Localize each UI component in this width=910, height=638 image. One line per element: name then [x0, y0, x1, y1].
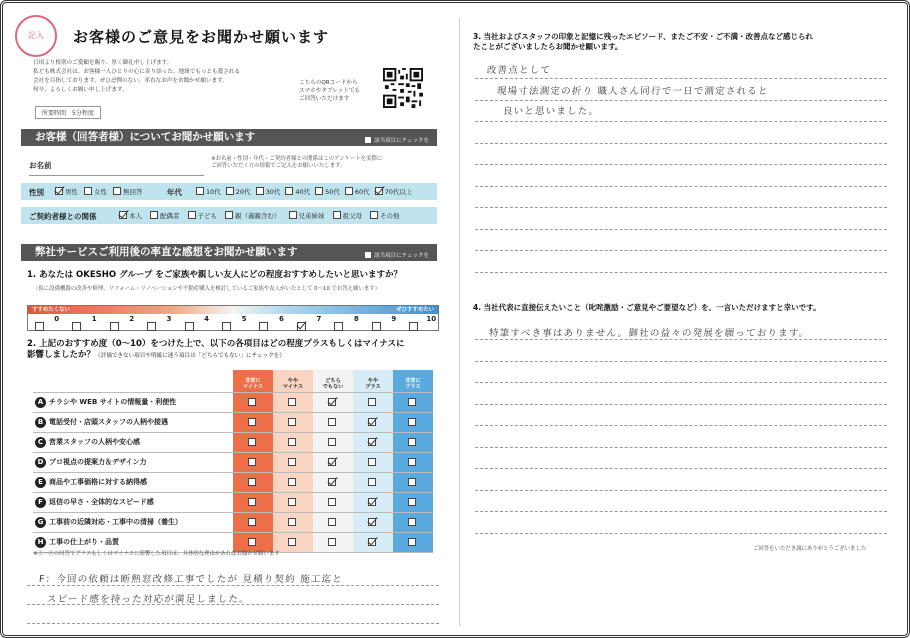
- scale-high-label: ぜひすすめたい: [396, 307, 434, 313]
- age-checkbox[interactable]: [196, 187, 204, 195]
- rating-row: [33, 452, 433, 472]
- rating-cell: [233, 452, 273, 472]
- rating-checkbox[interactable]: [248, 398, 256, 406]
- rating-cell: [353, 512, 393, 532]
- nps-number: 10: [426, 315, 437, 323]
- rating-item: [33, 452, 233, 472]
- rating-checkbox[interactable]: [328, 518, 336, 526]
- nps-number: 2: [129, 315, 135, 323]
- stamp-seal: 記入: [15, 15, 57, 57]
- rating-checkbox[interactable]: [288, 398, 296, 406]
- rating-cell: [353, 392, 393, 412]
- rating-checkbox[interactable]: [248, 458, 256, 466]
- check-hint-2: 該当項目にチェックを: [365, 248, 429, 265]
- rating-checkbox[interactable]: [328, 438, 336, 446]
- age-option-label: 70代以上: [384, 188, 413, 196]
- relation-checkbox[interactable]: [370, 211, 378, 219]
- rating-cell: [313, 492, 353, 512]
- q1-title: 1. あなたは OKESHO グループ をご家族や親しい友人にどの程度おすすめしたいと思いますか？: [27, 270, 402, 280]
- age-checkbox[interactable]: [345, 187, 353, 195]
- rating-cell: [233, 432, 273, 452]
- rating-item-label: 工事の仕上がり・品質: [49, 537, 119, 546]
- rating-checkbox[interactable]: [408, 438, 416, 446]
- rating-row: [33, 392, 433, 412]
- rating-cell: [313, 392, 353, 412]
- reason-answer-1: F：今回の依頼は断熱窓改修工事でしたが 見積り契約 施工迄と: [38, 574, 344, 585]
- rating-cell: [393, 452, 433, 472]
- reason-line-3[interactable]: [27, 623, 439, 624]
- rating-checkbox[interactable]: [328, 398, 336, 406]
- rating-row: [33, 532, 433, 552]
- nps-checkbox[interactable]: [409, 322, 418, 331]
- rating-cell: [353, 492, 393, 512]
- relation-checkbox[interactable]: [150, 211, 158, 219]
- rating-cell: [233, 412, 273, 432]
- relation-checkbox[interactable]: [188, 211, 196, 219]
- rating-checkbox[interactable]: [408, 418, 416, 426]
- relation-option-label: 兄弟姉妹: [298, 212, 325, 220]
- rating-cell: [353, 452, 393, 472]
- relation-option-4[interactable]: [289, 212, 325, 220]
- section1-title: お客様（回答者様）についてお聞かせ願います: [35, 131, 256, 143]
- q4-answer-line[interactable]: [475, 490, 887, 491]
- rating-cell: [233, 532, 273, 552]
- rating-checkbox[interactable]: [248, 438, 256, 446]
- header-very-minus: 非常に マイナス: [233, 370, 273, 392]
- rating-row: [33, 432, 433, 452]
- relation-option-label: 子ども: [197, 212, 217, 220]
- age-checkbox[interactable]: [315, 187, 323, 195]
- relation-option-label: 本人: [129, 212, 142, 220]
- check-hint: 該当項目にチェックを: [365, 133, 429, 150]
- header-neutral: どちら でもない: [313, 370, 353, 392]
- rating-checkbox[interactable]: [408, 538, 416, 546]
- q3-answer-2: 現場寸法測定の折り 職人さん同行で一日で測定されると: [496, 86, 770, 97]
- rating-row: [33, 512, 433, 532]
- item-letter-icon: E: [35, 477, 46, 488]
- q3-answer-line[interactable]: [475, 143, 887, 144]
- relation-checkbox[interactable]: [119, 211, 127, 219]
- rating-item: [33, 492, 233, 512]
- rating-item: [33, 512, 233, 532]
- section2-header: [21, 244, 437, 261]
- rating-checkbox[interactable]: [328, 418, 336, 426]
- item-letter-icon: C: [35, 437, 46, 448]
- age-checkbox[interactable]: [256, 187, 264, 195]
- age-option-label: 60代: [354, 188, 370, 196]
- rating-cell: [273, 432, 313, 452]
- q3-answer-line[interactable]: [475, 186, 887, 187]
- rating-cell: [393, 412, 433, 432]
- age-checkbox[interactable]: [226, 187, 234, 195]
- relation-option-5[interactable]: [333, 212, 363, 220]
- nps-checkbox[interactable]: [372, 322, 381, 331]
- q3-answer-line[interactable]: [475, 100, 887, 101]
- qr-note: こちらのQRコードから スマホやタブレットでも ご回答いただけます: [299, 80, 361, 102]
- header-minus: やや マイナス: [273, 370, 313, 392]
- rating-checkbox[interactable]: [288, 498, 296, 506]
- nps-checkbox[interactable]: [35, 322, 44, 331]
- q3-answer-line[interactable]: [475, 229, 887, 230]
- gender-option-label: 女性: [94, 188, 107, 196]
- age-option-5[interactable]: [345, 188, 370, 196]
- rating-cell: [393, 392, 433, 412]
- nps-checkbox[interactable]: [147, 322, 156, 331]
- rating-checkbox[interactable]: [368, 438, 376, 446]
- age-option-label: 20代: [235, 188, 251, 196]
- rating-item-label: チラシや WEB サイトの情報量・利便性: [49, 397, 177, 406]
- rating-cell: [273, 452, 313, 472]
- q4-answer-1: 特筆すべき事はありません。御社の益々の発展を願っております。: [488, 328, 810, 339]
- rating-row: [33, 412, 433, 432]
- rating-checkbox[interactable]: [328, 498, 336, 506]
- name-label: お名前: [29, 161, 52, 170]
- rating-checkbox[interactable]: [328, 458, 336, 466]
- q3-answer-line[interactable]: [475, 164, 887, 165]
- rating-cell: [313, 532, 353, 552]
- age-label: 年代: [167, 188, 182, 197]
- rating-item: [33, 392, 233, 412]
- nps-gradient: [28, 306, 438, 314]
- q4-answer-line[interactable]: [475, 404, 887, 405]
- rating-checkbox[interactable]: [408, 398, 416, 406]
- relation-label: ご契約者様との関係: [29, 212, 97, 221]
- rating-item: [33, 432, 233, 452]
- rating-checkbox[interactable]: [368, 538, 376, 546]
- q1-note: （仮に設備機器の改善や修理、リフォーム・リノベーションや不動産購入を検討しているご家族や友人がいたとして 0〜10 でお答え願います）: [33, 286, 381, 292]
- nps-checkbox[interactable]: [222, 322, 231, 331]
- age-option-label: 30代: [265, 188, 281, 196]
- gender-option-2[interactable]: [113, 188, 143, 196]
- rating-cell: [393, 532, 433, 552]
- rating-checkbox[interactable]: [408, 458, 416, 466]
- age-option-0[interactable]: [196, 188, 221, 196]
- rating-cell: [273, 492, 313, 512]
- relation-checkbox[interactable]: [225, 211, 233, 219]
- rating-checkbox[interactable]: [248, 518, 256, 526]
- gender-checkbox[interactable]: [84, 187, 92, 195]
- age-option-label: 10代: [206, 188, 221, 196]
- rating-cell: [393, 472, 433, 492]
- nps-scale: [27, 305, 439, 331]
- intro-text: 日頃より格別のご愛顧を賜り、厚く御礼申し上げます。 私ども株式会社は、お客様一人ひとりの心に寄り添った、地域でもっとも愛される 会社を目指しております。ぜひ忌憚のない、率直なお声をお聞かせ願います。 何卒、よろしくお願い申し上げます。: [33, 60, 240, 93]
- rating-cell: [233, 512, 273, 532]
- age-option-label: 40代: [295, 188, 311, 196]
- item-letter-icon: A: [35, 397, 46, 408]
- header-plus: やや プラス: [353, 370, 393, 392]
- nps-number: 3: [166, 315, 172, 323]
- q4-answer-line[interactable]: [475, 447, 887, 448]
- rating-cell: [353, 472, 393, 492]
- item-letter-icon: F: [35, 497, 46, 508]
- section2-title: 弊社サービスご利用後の率直な感想をお聞かせ願います: [35, 246, 298, 258]
- q3-answer-line[interactable]: [475, 207, 887, 208]
- gender-checkbox[interactable]: [113, 187, 121, 195]
- age-option-1[interactable]: [226, 188, 251, 196]
- rating-item-label: 電話受付・店頭スタッフの人柄や接遇: [49, 417, 168, 426]
- rating-checkbox[interactable]: [288, 438, 296, 446]
- rating-checkbox[interactable]: [368, 518, 376, 526]
- rating-checkbox[interactable]: [248, 418, 256, 426]
- nps-checkbox[interactable]: [259, 322, 268, 331]
- nps-number: 8: [353, 315, 359, 323]
- rating-cell: [273, 412, 313, 432]
- rating-cell: [313, 432, 353, 452]
- age-option-3[interactable]: [285, 188, 310, 196]
- q4-answer-line[interactable]: [475, 425, 887, 426]
- rating-cell: [273, 392, 313, 412]
- rating-checkbox[interactable]: [328, 478, 336, 486]
- rating-row: [33, 492, 433, 512]
- q3-answer-1: 改善点として: [486, 65, 552, 76]
- relation-option-label: その他: [380, 212, 400, 220]
- time-required: 所要時間 5分程度: [35, 106, 101, 119]
- q3-answer-line[interactable]: [475, 250, 887, 251]
- item-letter-icon: G: [35, 517, 46, 528]
- nps-number: 5: [241, 315, 247, 323]
- qr-code-icon[interactable]: [383, 67, 423, 109]
- relation-checkbox[interactable]: [333, 211, 341, 219]
- relation-option-1[interactable]: [150, 212, 180, 220]
- rating-checkbox[interactable]: [288, 478, 296, 486]
- rating-item-label: 返信の早さ・全体的なスピード感: [49, 497, 154, 506]
- relation-option-label: 親（義親含む）: [235, 212, 281, 220]
- gender-option-0[interactable]: [55, 188, 78, 196]
- rating-checkbox[interactable]: [368, 478, 376, 486]
- relation-option-2[interactable]: [188, 212, 218, 220]
- q3-answer-3: 良いと思いました。: [502, 106, 600, 117]
- q3-answer-line[interactable]: [475, 121, 887, 122]
- rating-row: [33, 472, 433, 492]
- relation-option-label: 祖父母: [342, 212, 362, 220]
- q3-answer-line[interactable]: [475, 78, 887, 79]
- q4-answer-line[interactable]: [475, 533, 887, 534]
- thanks-note: ご回答をいただき誠にありがとうございました: [753, 546, 867, 552]
- gender-option-label: 男性: [65, 188, 78, 196]
- rating-cell: [313, 412, 353, 432]
- gender-option-label: 無回答: [123, 188, 143, 196]
- checkbox-icon: [365, 137, 371, 143]
- rating-cell: [313, 472, 353, 492]
- name-line[interactable]: [29, 175, 204, 176]
- rating-cell: [273, 532, 313, 552]
- age-option-2[interactable]: [256, 188, 281, 196]
- relation-option-3[interactable]: [225, 212, 281, 220]
- relation-option-6[interactable]: [370, 212, 400, 220]
- nps-number: 7: [316, 315, 322, 323]
- page-title: お客様のご意見をお聞かせ願います: [73, 28, 330, 46]
- rating-cell: [353, 532, 393, 552]
- rating-item-label: 商品や工事価格に対する納得感: [49, 477, 147, 486]
- q4-answer-line[interactable]: [475, 511, 887, 512]
- rating-item-label: プロ視点の提案力＆デザイン力: [49, 457, 147, 466]
- reason-line-1[interactable]: [27, 585, 439, 586]
- age-checkbox[interactable]: [375, 187, 383, 195]
- rating-cell: [273, 512, 313, 532]
- gender-options: [55, 187, 149, 196]
- rating-cell: [233, 392, 273, 412]
- rating-checkbox[interactable]: [288, 458, 296, 466]
- nps-checkbox[interactable]: [297, 322, 306, 331]
- rating-cell: [273, 472, 313, 492]
- q2-title: 2. 上記のおすすめ度（0〜10）をつけた上で、以下の各項目はどの程度プラスもしくはマイナスに 影響しましたか？（評価できない項目や明確に迷う項目は「どちらでもない」にチェックを）: [27, 339, 405, 360]
- rating-cell: [353, 432, 393, 452]
- nps-number: 9: [391, 315, 397, 323]
- gender-option-1[interactable]: [84, 188, 107, 196]
- rating-cell: [313, 512, 353, 532]
- nps-checkbox[interactable]: [110, 322, 119, 331]
- nps-checkbox[interactable]: [185, 322, 194, 331]
- rating-checkbox[interactable]: [288, 518, 296, 526]
- rating-checkbox[interactable]: [328, 538, 336, 546]
- q4-title: 4. 当社代表に直接伝えたいこと（叱咤激励・ご意見やご要望など）を、一言いただけますと幸いです。: [473, 303, 821, 312]
- rating-cell: [393, 432, 433, 452]
- q4-answer-line[interactable]: [475, 339, 887, 340]
- rating-cell: [233, 472, 273, 492]
- age-checkbox[interactable]: [285, 187, 293, 195]
- q4-answer-line[interactable]: [475, 468, 887, 469]
- rating-item: [33, 532, 233, 552]
- q4-answer-line[interactable]: [475, 382, 887, 383]
- rating-checkbox[interactable]: [408, 518, 416, 526]
- rating-checkbox[interactable]: [288, 418, 296, 426]
- age-options: [196, 187, 417, 196]
- rating-checkbox[interactable]: [248, 498, 256, 506]
- rating-checkbox[interactable]: [368, 418, 376, 426]
- rating-checkbox[interactable]: [408, 478, 416, 486]
- scale-low-label: すすめたくない: [32, 307, 70, 313]
- q2-footnote: ※Ⓐ〜Ⓗの回答でプラスもしくはマイナスに影響した項目は、具体的な理由があればお聞かせ願います: [33, 551, 280, 557]
- gender-checkbox[interactable]: [55, 187, 63, 195]
- rating-checkbox[interactable]: [248, 478, 256, 486]
- rating-checkbox[interactable]: [248, 538, 256, 546]
- rating-checkbox[interactable]: [368, 458, 376, 466]
- relation-options: [119, 211, 408, 220]
- section1-header: [21, 129, 437, 146]
- nps-number: 1: [91, 315, 97, 323]
- relation-option-label: 配偶者: [160, 212, 180, 220]
- nps-number: 4: [204, 315, 209, 323]
- item-letter-icon: B: [35, 417, 46, 428]
- rating-item: [33, 472, 233, 492]
- rating-item-label: 工事前の近隣対応・工事中の清掃（養生）: [49, 517, 182, 526]
- rating-checkbox[interactable]: [368, 498, 376, 506]
- nps-number: 6: [279, 315, 284, 323]
- nps-checkbox[interactable]: [72, 322, 81, 331]
- checkbox-icon: [365, 252, 371, 258]
- rating-checkbox[interactable]: [288, 538, 296, 546]
- rating-cell: [313, 452, 353, 472]
- rating-cell: [353, 412, 393, 432]
- column-divider: [459, 18, 460, 626]
- nps-checkbox[interactable]: [334, 322, 343, 331]
- rating-cell: [233, 492, 273, 512]
- rating-item: [33, 412, 233, 432]
- relation-checkbox[interactable]: [289, 211, 297, 219]
- rating-header-row: [33, 370, 433, 392]
- rating-cell: [393, 512, 433, 532]
- reason-answer-2: スピード感を持った対応が満足しました。: [46, 594, 251, 605]
- nps-number: 0: [54, 315, 60, 323]
- rating-checkbox[interactable]: [408, 498, 416, 506]
- q3-title: 3. 当社およびスタッフの印象と記憶に残ったエピソード、またご不安・ご不満・改善点など感じられ たことがございましたらお聞かせ願います。: [473, 32, 814, 51]
- relation-option-0[interactable]: [119, 212, 142, 220]
- age-option-6[interactable]: [375, 188, 413, 196]
- rating-table: [33, 370, 433, 553]
- q4-answer-line[interactable]: [475, 361, 887, 362]
- age-option-label: 50代: [325, 188, 340, 196]
- gender-label: 性別: [29, 188, 44, 197]
- header-very-plus: 非常に プラス: [393, 370, 433, 392]
- item-letter-icon: H: [35, 537, 46, 548]
- rating-cell: [393, 492, 433, 512]
- name-note: ※お名前・性別・年代・ご契約者様との関係はこのアンケートを実際に ご回答いただく方の情報でご記入をお願いいたします。: [211, 156, 383, 169]
- rating-checkbox[interactable]: [368, 398, 376, 406]
- q3-answer-line[interactable]: [475, 272, 887, 273]
- item-letter-icon: D: [35, 457, 46, 468]
- rating-item-label: 営業スタッフの人柄や安心感: [49, 437, 140, 446]
- age-option-4[interactable]: [315, 188, 340, 196]
